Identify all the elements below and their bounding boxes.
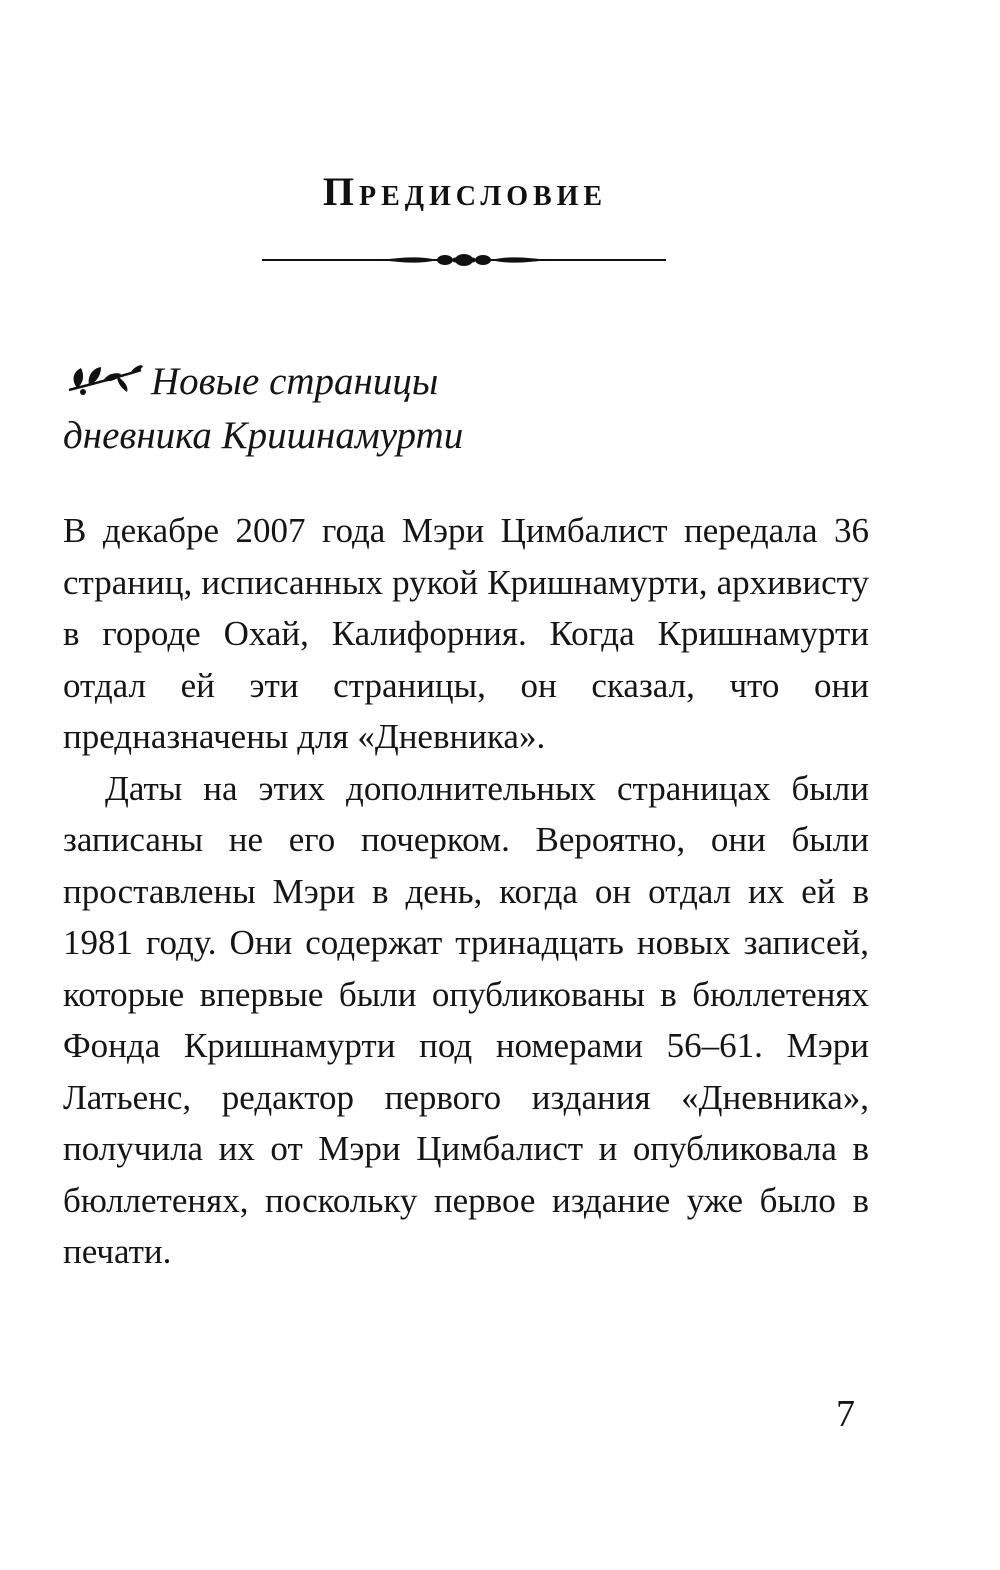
section-heading-line-1 [63,355,883,409]
section-heading-text-1: Новые страницы [151,360,439,403]
section-heading-line-2: дневника Кришнамурти [63,414,464,457]
chapter-title: Предисловие [322,169,608,214]
body-text [63,505,869,1278]
flourish-divider-icon [262,248,666,272]
leaf-sprig-icon [63,360,145,396]
paragraph-1: В декабре 2007 года Мэри Цимбалист передала 36 страниц, исписанных рукой Кришнамурти, архивисту в городе Охай, Калифорния. Когда Кришнамурти отдал ей эти страницы, он сказал, что они предназначены для «Дневника». [63,511,869,756]
paragraph-2: Даты на этих дополнительных страницах были записаны не его почерком. Вероятно, они были проставлены Мэри в день, когда он отдал их ей в 1981 году. Они содержат тринадцать новых записей, которые впервые были опубликованы в бюллетенях Фонда Кришнамурти под номерами 56–61. Мэри Латьенс, редактор первого издания «Дневника», получила их от Мэри Цимбалист и опубликовала в бюллетенях, поскольку первое издание уже было в печати. [63,768,869,1271]
section-heading [63,355,883,463]
page-number: 7 [836,1393,855,1435]
